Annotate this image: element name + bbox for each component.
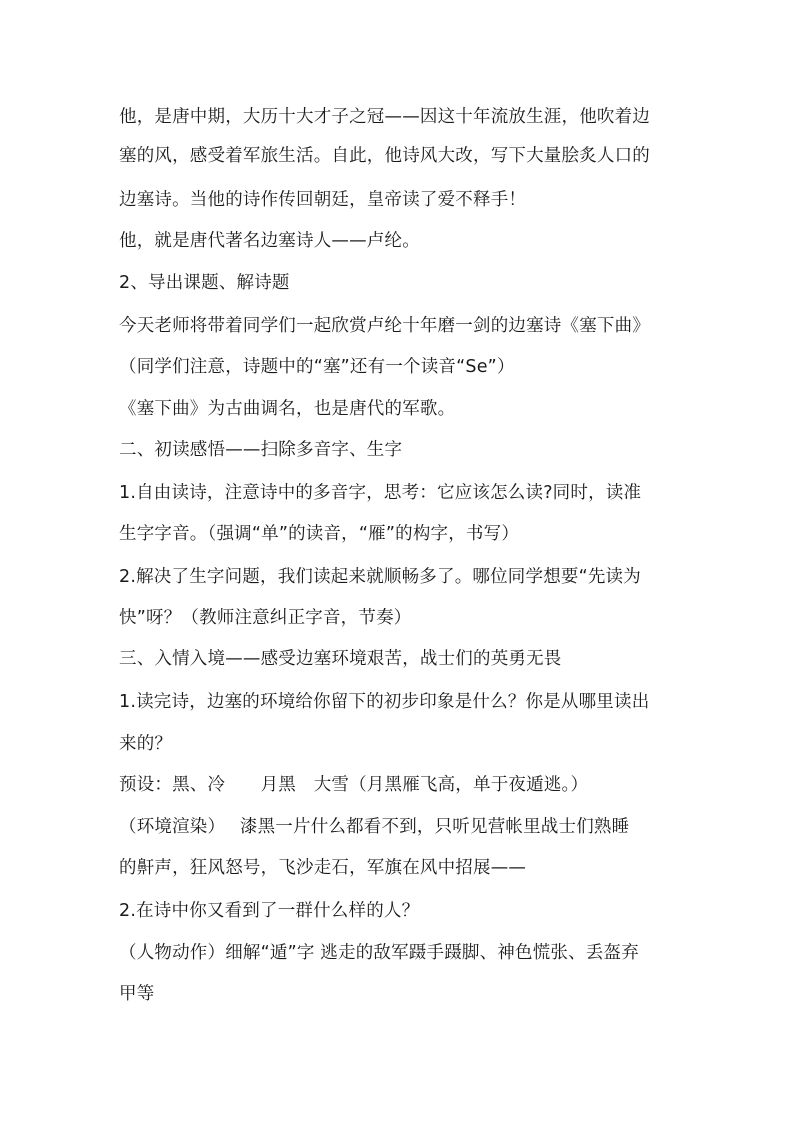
text-line: 快”呀？（教师注意纠正字音，节奏）	[119, 608, 412, 628]
text-line: （人物动作）细解“遁”字 逃走的敌军蹑手蹑脚、神色慌张、丢盔弃	[119, 943, 639, 963]
section-heading: 三、入情入境——感受边塞环境艰苦，战士们的英勇无畏	[119, 649, 562, 669]
text-line: （环境渲染） 漆黑一片什么都看不到，只听见营帐里战士们熟睡	[119, 817, 630, 837]
text-line: 的鼾声，狂风怒号，飞沙走石，军旗在风中招展——	[119, 858, 527, 878]
text-line: 他，是唐中期，大历十大才子之冠——因这十年流放生涯，他吹着边	[119, 107, 650, 127]
section-heading: 2、导出课题、解诗题	[119, 273, 290, 293]
text-line: 生字字音。（强调“单”的读音，“雁”的构字，书写）	[119, 524, 520, 544]
text-line: 边塞诗。当他的诗作传回朝廷，皇帝读了爱不释手！	[119, 190, 527, 210]
text-line: 2.解决了生字问题，我们读起来就顺畅多了。哪位同学想要“先读为	[119, 567, 641, 587]
text-line: 1.自由读诗，注意诗中的多音字，思考：它应该怎么读?同时，读准	[119, 483, 642, 503]
text-line: 2.在诗中你又看到了一群什么样的人？	[119, 901, 420, 921]
text-line: 他，就是唐代著名边塞诗人——卢纶。	[119, 231, 420, 251]
text-line: 1.读完诗，边塞的环境给你留下的初步印象是什么？你是从哪里读出	[119, 692, 650, 712]
section-heading: 二、初读感悟——扫除多音字、生字	[119, 440, 403, 460]
text-line: 预设：黑、冷 月黑 大雪（月黑雁飞高，单于夜遁逃。）	[119, 775, 589, 795]
text-line: 《塞下曲》为古曲调名，也是唐代的军歌。	[119, 399, 456, 419]
text-line: 今天老师将带着同学们一起欣赏卢纶十年磨一剑的边塞诗《塞下曲》	[119, 316, 650, 336]
text-line: （同学们注意，诗题中的“塞”还有一个读音“Se”）	[119, 357, 515, 377]
text-line: 来的？	[119, 734, 173, 754]
text-line: 甲等	[119, 984, 155, 1004]
text-line: 塞的风，感受着军旅生活。自此，他诗风大改，写下大量脍炙人口的	[119, 146, 650, 166]
